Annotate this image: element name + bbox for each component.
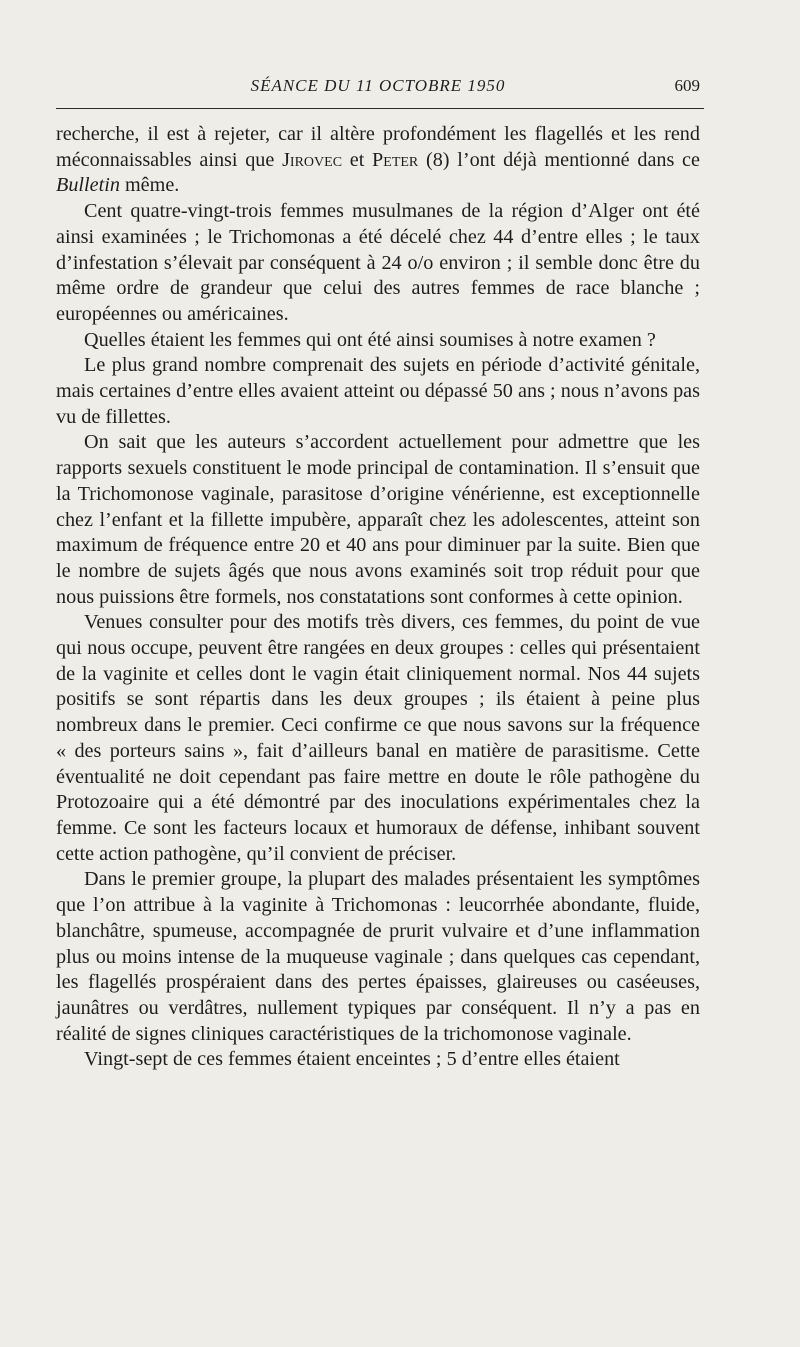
paragraph [56,610,700,867]
author-name: Jirovec [282,148,343,171]
author-name: Peter [372,148,419,171]
paragraph [56,1047,700,1073]
running-header [56,76,700,104]
text-run: Dans le premier groupe, la plupart des malades présentaient les symptômes que l’on attribue à la vaginite à Trichomonas : leucorrhée abondante, fluide, blanchâtre, spumeuse, accompagnée de prurit vulvaire et d’une inflammation plus ou moins intense de la muqueuse vaginale ; dans quelques cas cependant, les flagellés prospéraient dans des pertes épaisses, glaireuses ou caséeuses, jaunâtres ou verdâtres, nullement typiques par conséquent. Il n’y a pas en réalité de signes cliniques caractéristiques de la trichomonose vaginale. [56,868,700,1045]
page-number: 609 [674,76,700,95]
paragraph [56,353,700,430]
text-run: Vingt-sept de ces femmes étaient enceintes ; 5 d’entre elles étaient [84,1048,620,1071]
paragraph [56,328,700,354]
body-text [56,122,700,1073]
paragraph [56,199,700,328]
text-run: et [342,148,373,171]
text-run: Cent quatre-vingt-trois femmes musulmanes de la région d’Alger ont été ainsi examinées ; le Trichomonas a été décelé chez 44 d’entre elles ; le taux d’infestation s’élevait par conséquent à 24 o/o environ ; il semble donc être du même ordre de grandeur que celui des autres femmes de race blanche ; européennes ou américaines. [56,200,700,325]
text-run: On sait que les auteurs s’accordent actuellement pour admettre que les rapports sexuels constituent le mode principal de contamination. Il s’ensuit que la Trichomonose vaginale, parasitose d’origine vénérienne, est exceptionnelle chez l’enfant et la fillette impubère, apparaît chez les adolescentes, atteint son maximum de fréquence entre 20 et 40 ans pour diminuer par la suite. Bien que le nombre de sujets âgés que nous avons examinés soit trop réduit pour que nous puissions être formels, nos constatations sont conformes à cette opinion. [56,431,700,608]
text-run: (8) l’ont déjà mentionné dans ce [418,148,700,171]
text-run: même. [119,174,180,197]
header-rule [56,108,704,109]
text-run: Quelles étaient les femmes qui ont été ainsi soumises à notre examen ? [84,328,656,351]
italic-title: Bulletin [56,174,120,197]
text-run: Venues consulter pour des motifs très divers, ces femmes, du point de vue qui nous occupe, peuvent être rangées en deux groupes : celles qui présentaient de la vaginite et celles dont le vagin était cliniquement normal. Nos 44 sujets positifs se sont répartis dans les deux groupes ; ils étaient à peine plus nombreux dans le premier. Ceci confirme ce que nous savons sur la fréquence « des porteurs sains », fait d’ailleurs banal en matière de parasitisme. Cette éventualité ne doit cependant pas faire mettre en doute le rôle pathogène du Protozoaire qui a été démontré par des inoculations expérimentales chez la femme. Ce sont les facteurs locaux et humoraux de défense, inhibant souvent cette action pathogène, qu’il convient de préciser. [56,611,700,865]
running-title: SÉANCE DU 11 OCTOBRE 1950 [250,76,506,95]
paragraph [56,867,700,1047]
paragraph [56,122,700,199]
text-run: Le plus grand nombre comprenait des sujets en période d’activité génitale, mais certaines d’entre elles avaient atteint ou dépassé 50 ans ; nous n’avons pas vu de fillettes. [56,354,700,428]
text-run: recherche, il est à rejeter, car il altère profondément les flagellés et les rend méconnaissables ainsi que [56,123,700,171]
paragraph [56,430,700,610]
